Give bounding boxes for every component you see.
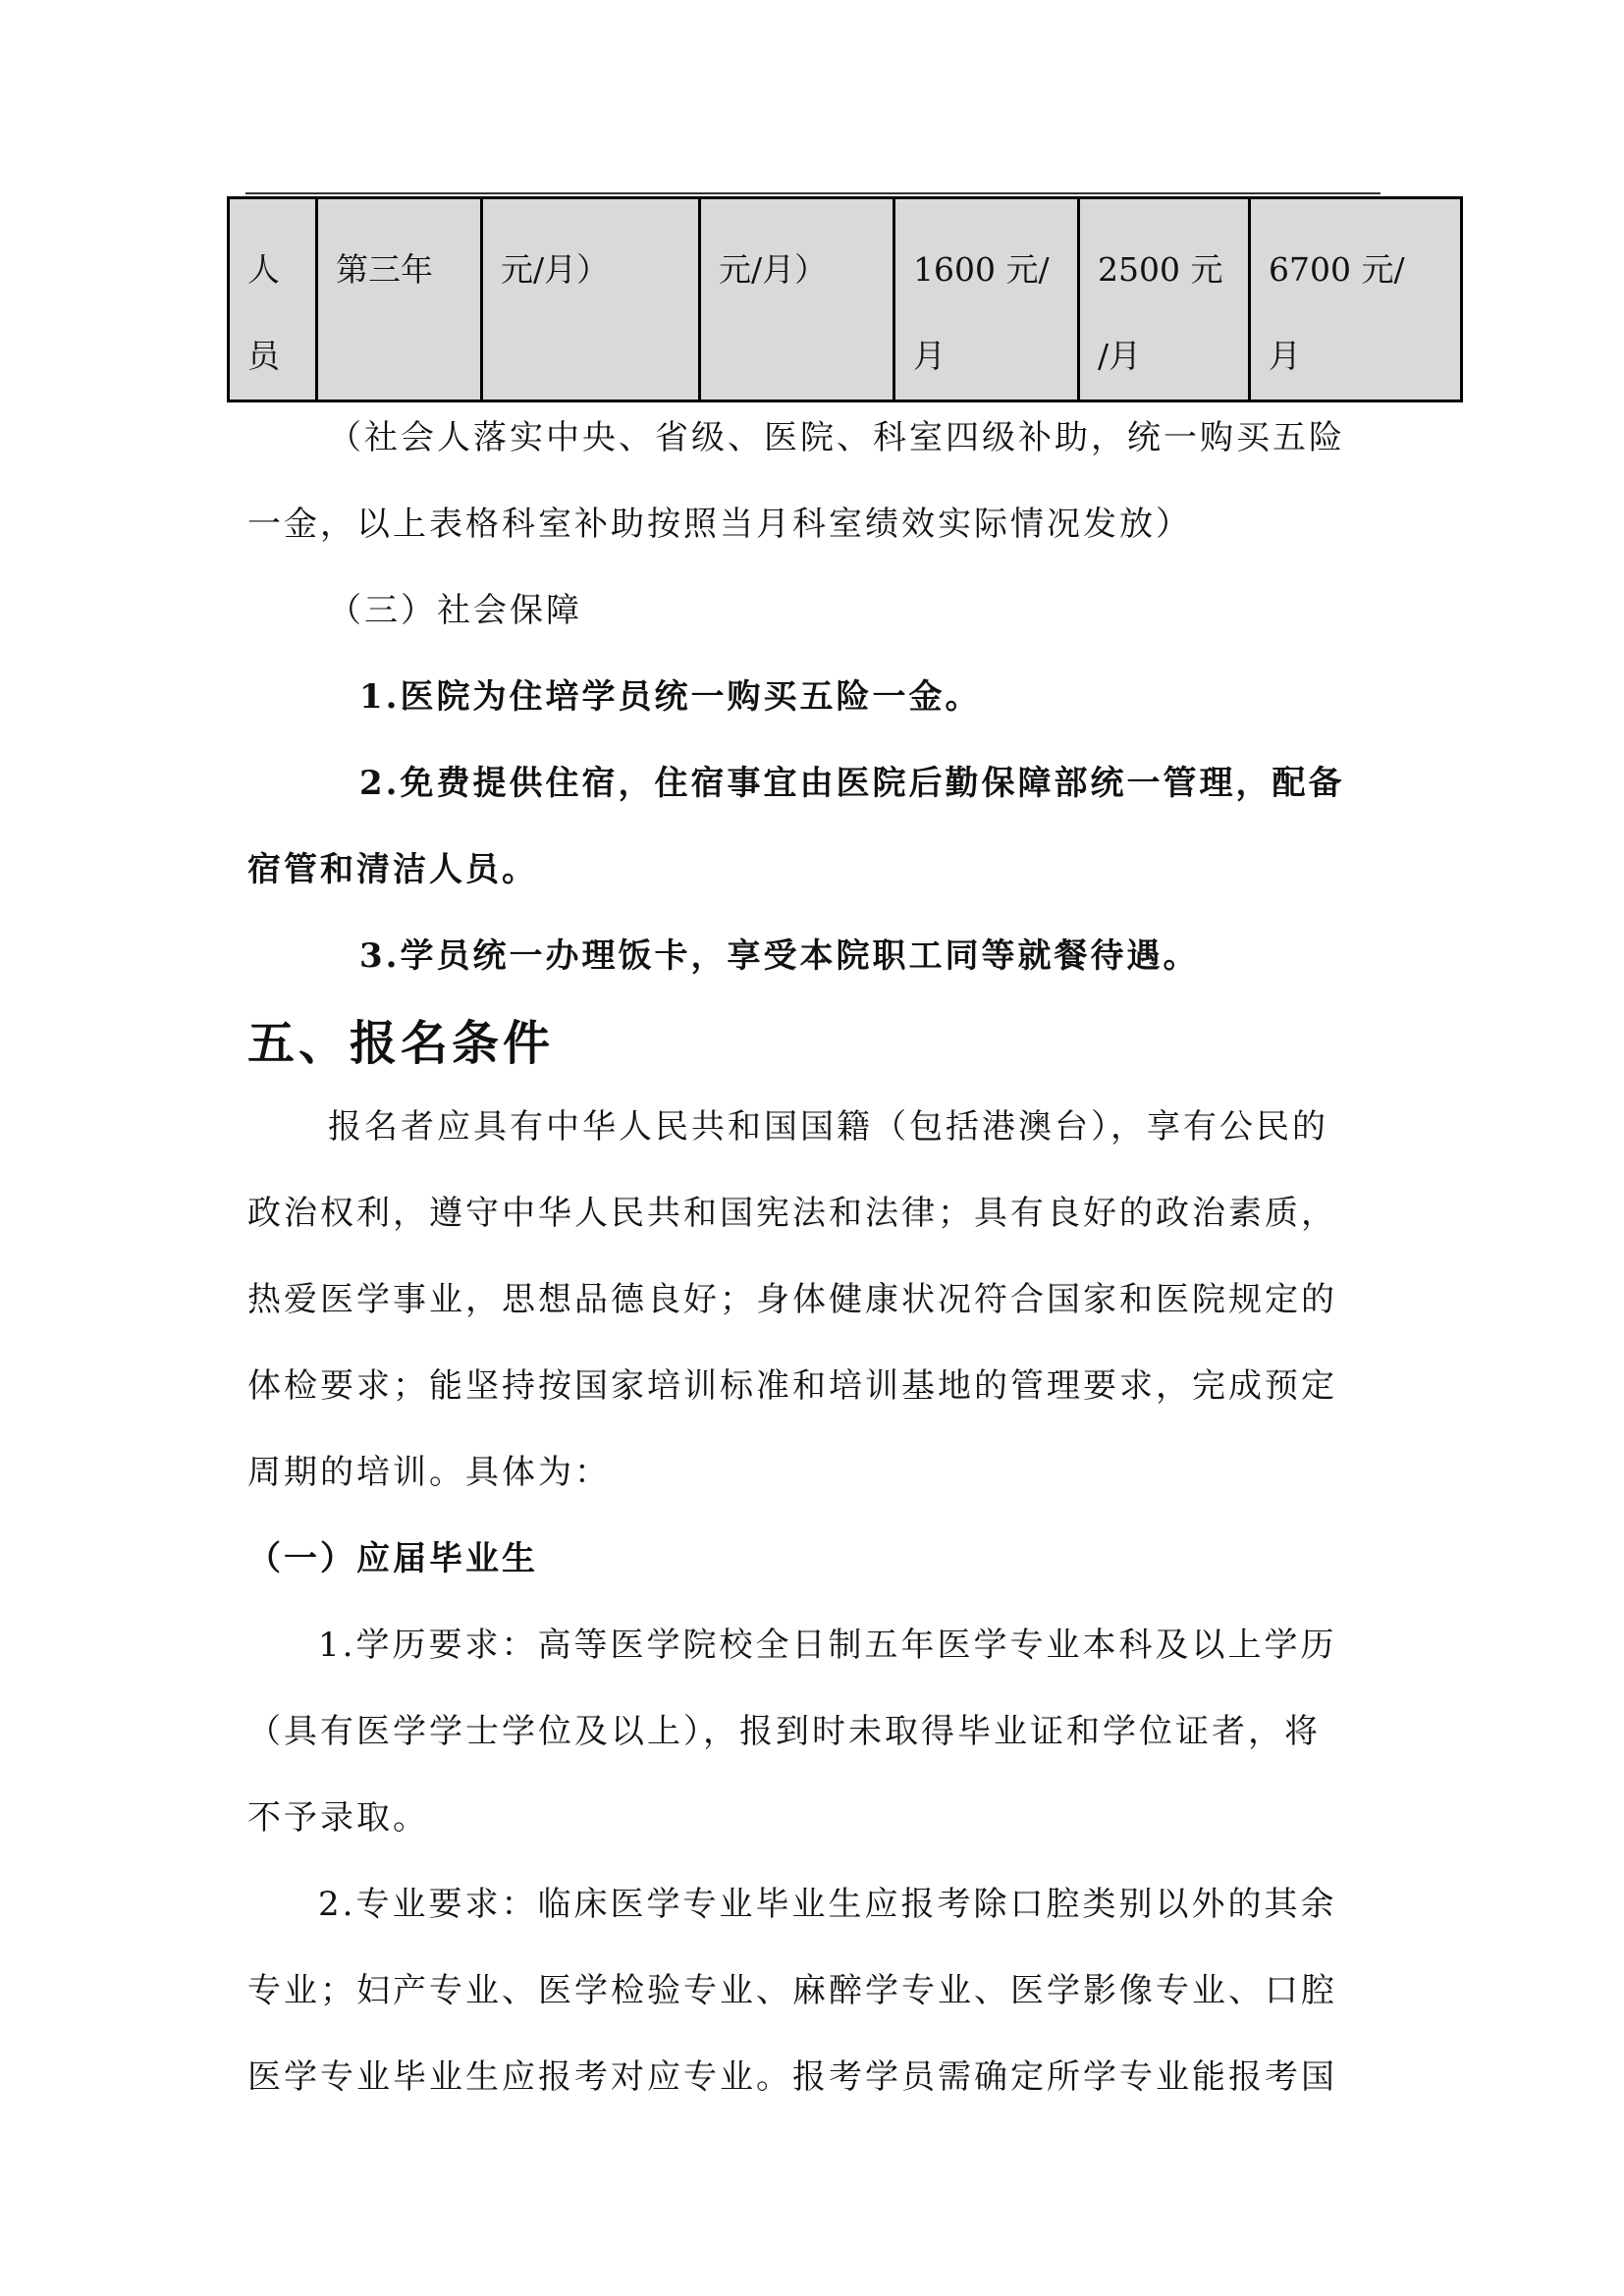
req1-line: 1.学历要求：高等医学院校全日制五年医学专业本科及以上学历 bbox=[318, 1626, 1337, 1665]
table-row bbox=[229, 198, 1462, 401]
cell-text: 1600 元/ bbox=[913, 250, 1050, 289]
table-note-line-2: 一金，以上表格科室补助按照当月科室绩效实际情况发放） bbox=[247, 505, 1192, 544]
table-cell bbox=[700, 198, 894, 401]
intro-line: 报名者应具有中华人民共和国国籍（包括港澳台），享有公民的 bbox=[328, 1107, 1328, 1147]
intro-line: 周期的培训。具体为： bbox=[247, 1453, 611, 1492]
table-top-rule bbox=[245, 192, 1380, 194]
cell-text: 员 bbox=[247, 337, 280, 375]
social-item-2-line-1: 2.免费提供住宿，住宿事宜由医院后勤保障部统一管理，配备 bbox=[359, 764, 1345, 803]
table-note-line-1: （社会人落实中央、省级、医院、科室四级补助，统一购买五险 bbox=[328, 418, 1345, 457]
req2-line: 2.专业要求：临床医学专业毕业生应报考除口腔类别以外的其余 bbox=[318, 1885, 1337, 1924]
table-cell bbox=[1079, 198, 1250, 401]
cell-text: 元/月） bbox=[501, 250, 610, 289]
cell-text: 人 bbox=[247, 250, 280, 289]
cell-text: 元/月） bbox=[719, 250, 828, 289]
section-heading-5: 五、报名条件 bbox=[247, 1016, 555, 1071]
subsection-title-graduates: （一）应届毕业生 bbox=[247, 1539, 538, 1578]
section-title-social: （三）社会保障 bbox=[328, 591, 582, 630]
req2-line: 专业；妇产专业、医学检验专业、麻醉学专业、医学影像专业、口腔 bbox=[247, 1971, 1337, 2010]
cell-text: 月 bbox=[913, 337, 946, 375]
table-cell bbox=[1250, 198, 1462, 401]
table-cell bbox=[229, 198, 317, 401]
table-cell bbox=[894, 198, 1079, 401]
req1-line: （具有医学学士学位及以上），报到时未取得毕业证和学位证者，将 bbox=[247, 1712, 1321, 1751]
cell-text: 第三年 bbox=[336, 250, 433, 289]
cell-text: 2500 元 bbox=[1098, 250, 1223, 289]
social-item-1: 1.医院为住培学员统一购买五险一金。 bbox=[359, 677, 982, 717]
social-item-2-line-2: 宿管和清洁人员。 bbox=[247, 850, 538, 889]
intro-line: 体检要求；能坚持按国家培训标准和培训基地的管理要求，完成预定 bbox=[247, 1366, 1337, 1406]
cell-text: /月 bbox=[1098, 337, 1142, 375]
fee-table bbox=[227, 196, 1463, 402]
intro-line: 热爱医学事业，思想品德良好；身体健康状况符合国家和医院规定的 bbox=[247, 1280, 1337, 1319]
req2-line: 医学专业毕业生应报考对应专业。报考学员需确定所学专业能报考国 bbox=[247, 2057, 1337, 2097]
table-cell bbox=[317, 198, 482, 401]
intro-line: 政治权利，遵守中华人民共和国宪法和法律；具有良好的政治素质， bbox=[247, 1194, 1337, 1233]
req1-line: 不予录取。 bbox=[247, 1798, 429, 1838]
cell-text: 月 bbox=[1269, 337, 1301, 375]
cell-text: 6700 元/ bbox=[1269, 250, 1405, 289]
social-item-3: 3.学员统一办理饭卡，享受本院职工同等就餐待遇。 bbox=[359, 936, 1200, 976]
table-cell bbox=[482, 198, 700, 401]
